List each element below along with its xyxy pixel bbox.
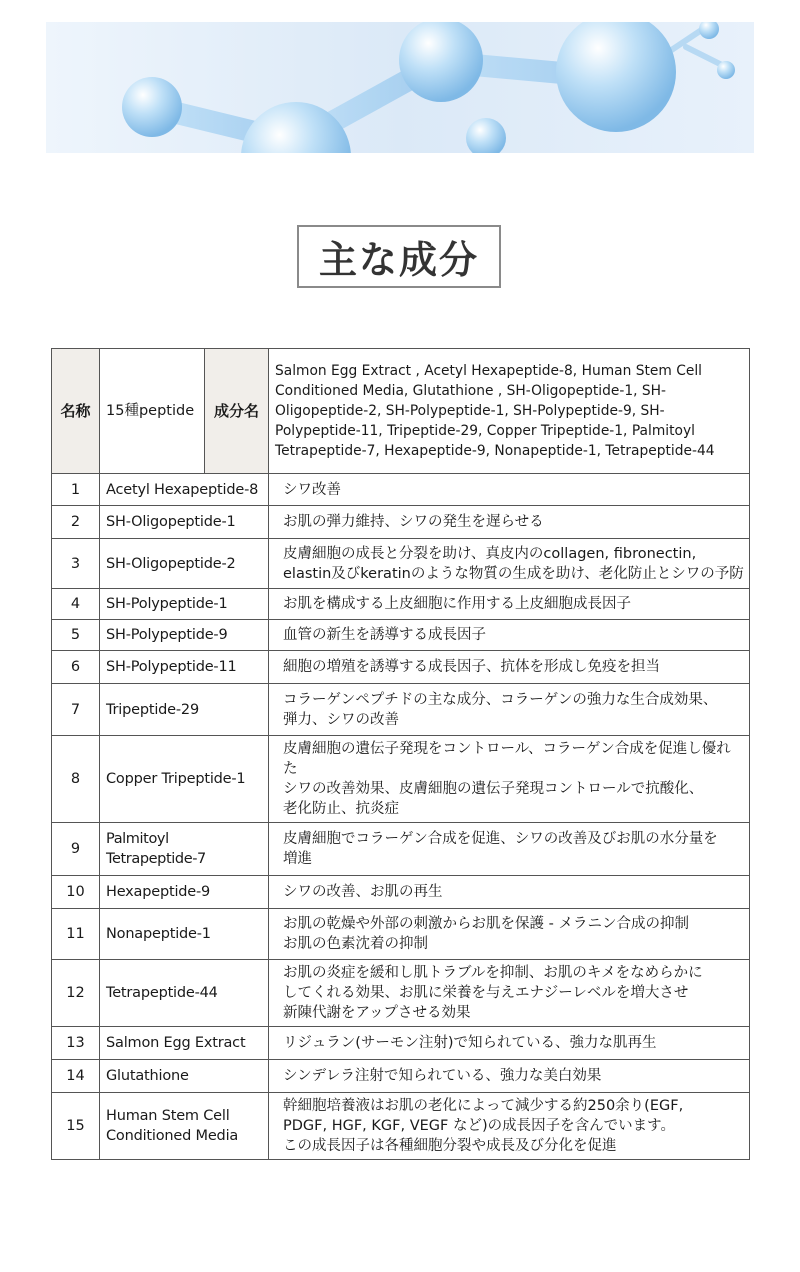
description-line: シワ改善 xyxy=(283,481,341,498)
description-line: この成長因子は各種細胞分裂や成長及び分化を促進 xyxy=(283,1138,617,1154)
ingredient-description xyxy=(269,1093,750,1160)
description-line: お肌の炎症を緩和し肌トラブルを抑制、お肌のキメをなめらかに xyxy=(283,965,703,981)
row-number: 10 xyxy=(52,876,100,909)
table-row xyxy=(52,684,750,736)
ingredient-description xyxy=(269,876,750,909)
ingredient-name: Tripeptide-29 xyxy=(100,684,269,736)
ingredient-name: Salmon Egg Extract xyxy=(100,1027,269,1060)
description-line: リジュラン(サーモン注射)で知られている、強力な肌再生 xyxy=(283,1035,657,1051)
ingredient-name: Glutathione xyxy=(100,1060,269,1093)
description-line: シワの改善効果、皮膚細胞の遺伝子発現コントロールで抗酸化、 xyxy=(283,781,704,797)
ingredient-description xyxy=(269,1060,750,1093)
name-label: 名称 xyxy=(52,349,100,474)
table-row xyxy=(52,506,750,539)
ingredient-description xyxy=(269,506,750,539)
table-row xyxy=(52,1060,750,1093)
description-line: 皮膚細胞でコラーゲン合成を促進、シワの改善及びお肌の水分量を xyxy=(283,831,718,847)
ingredient-name: Hexapeptide-9 xyxy=(100,876,269,909)
description-line: 増進 xyxy=(283,851,312,867)
description-line: 皮膚細胞の成長と分裂を助け、真皮内のcollagen, fibronectin, xyxy=(283,545,697,562)
row-number: 3 xyxy=(52,539,100,589)
description-line: してくれる効果、お肌に栄養を与えエナジーレベルを増大させ xyxy=(283,985,689,1001)
ingredient-description xyxy=(269,651,750,684)
description-line: 老化防止、抗炎症 xyxy=(283,801,399,817)
ingredient-name: SH-Oligopeptide-1 xyxy=(100,506,269,539)
row-number: 11 xyxy=(52,909,100,960)
molecule-banner xyxy=(46,22,754,153)
table-row xyxy=(52,1027,750,1060)
ingredient-description xyxy=(269,620,750,651)
table-row xyxy=(52,876,750,909)
row-number: 8 xyxy=(52,736,100,823)
ingredient-description xyxy=(269,909,750,960)
description-line: コラーゲンペプチドの主な成分、コラーゲンの強力な生合成効果、 xyxy=(283,691,718,708)
ingredient-name: Palmitoyl Tetrapeptide-7 xyxy=(100,823,269,876)
description-line: お肌の色素沈着の抑制 xyxy=(283,936,428,952)
ingredient-description xyxy=(269,1027,750,1060)
ingredient-name: SH-Polypeptide-11 xyxy=(100,651,269,684)
ingredient-description xyxy=(269,474,750,506)
ingredients-label: 成分名 xyxy=(205,349,269,474)
name-value: 15種peptide xyxy=(100,349,205,474)
row-number: 15 xyxy=(52,1093,100,1160)
page-title: 主な成分 xyxy=(318,238,479,282)
ingredient-name: Tetrapeptide-44 xyxy=(100,960,269,1027)
table-row xyxy=(52,736,750,823)
section-title-box xyxy=(297,225,501,288)
ingredient-name: Copper Tripeptide-1 xyxy=(100,736,269,823)
row-number: 9 xyxy=(52,823,100,876)
description-line: elastin及びkeratinのような物質の生成を助け、老化防止とシワの予防 xyxy=(283,565,744,582)
description-line: お肌の弾力維持、シワの発生を遅らせる xyxy=(283,514,544,530)
table-row xyxy=(52,909,750,960)
table-row xyxy=(52,620,750,651)
row-number: 14 xyxy=(52,1060,100,1093)
description-line: 細胞の増殖を誘導する成長因子、抗体を形成し免疫を担当 xyxy=(283,659,660,675)
ingredient-name: Nonapeptide-1 xyxy=(100,909,269,960)
table-row xyxy=(52,1093,750,1160)
table-row xyxy=(52,474,750,506)
row-number: 4 xyxy=(52,589,100,620)
row-number: 13 xyxy=(52,1027,100,1060)
table-row xyxy=(52,823,750,876)
row-number: 2 xyxy=(52,506,100,539)
ingredient-description xyxy=(269,684,750,736)
ingredient-description xyxy=(269,736,750,823)
table-row xyxy=(52,960,750,1027)
description-line: 幹細胞培養液はお肌の老化によって減少する約250余り(EGF, xyxy=(283,1098,684,1114)
description-line: シワの改善、お肌の再生 xyxy=(283,884,443,900)
row-number: 5 xyxy=(52,620,100,651)
ingredient-description xyxy=(269,960,750,1027)
ingredient-name: SH-Oligopeptide-2 xyxy=(100,539,269,589)
row-number: 7 xyxy=(52,684,100,736)
ingredient-name: SH-Polypeptide-1 xyxy=(100,589,269,620)
ingredient-name: SH-Polypeptide-9 xyxy=(100,620,269,651)
description-line: PDGF, HGF, KGF, VEGF など)の成長因子を含んでいます。 xyxy=(283,1118,675,1134)
ingredient-description xyxy=(269,823,750,876)
ingredient-description xyxy=(269,539,750,589)
row-number: 1 xyxy=(52,474,100,506)
table-row xyxy=(52,651,750,684)
row-number: 6 xyxy=(52,651,100,684)
description-line: 弾力、シワの改善 xyxy=(283,711,399,728)
table-row xyxy=(52,539,750,589)
table-row xyxy=(52,589,750,620)
ingredients-value: Salmon Egg Extract , Acetyl Hexapeptide-8, Human Stem Cell Conditioned Media, Glutathione , SH-Oligopeptide-1, SH-Oligopeptide-2, SH-Polypeptide-1, SH-Polypeptide-9, SH-Polypeptide-11, Tripeptide-29, Copper Tripeptide-1, Palmitoyl Tetrapeptide-7, Hexapeptide-9, Nonapeptide-1, Tetrapeptide-44 xyxy=(269,349,750,474)
description-line: 新陳代謝をアップさせる効果 xyxy=(283,1005,471,1021)
row-number: 12 xyxy=(52,960,100,1027)
ingredient-name: Human Stem Cell Conditioned Media xyxy=(100,1093,269,1160)
ingredient-name: Acetyl Hexapeptide-8 xyxy=(100,474,269,506)
ingredient-table xyxy=(51,348,750,1160)
description-line: お肌の乾燥や外部の刺激からお肌を保護 - メラニン合成の抑制 xyxy=(283,916,689,932)
ingredient-description xyxy=(269,589,750,620)
molecule-illustration xyxy=(46,22,754,153)
description-line: 皮膚細胞の遺伝子発現をコントロール、コラーゲン合成を促進し優れた xyxy=(283,741,731,777)
table-header-row xyxy=(52,349,750,474)
description-line: お肌を構成する上皮細胞に作用する上皮細胞成長因子 xyxy=(283,596,631,612)
description-line: シンデレラ注射で知られている、強力な美白効果 xyxy=(283,1068,602,1084)
description-line: 血管の新生を誘導する成長因子 xyxy=(283,627,486,643)
